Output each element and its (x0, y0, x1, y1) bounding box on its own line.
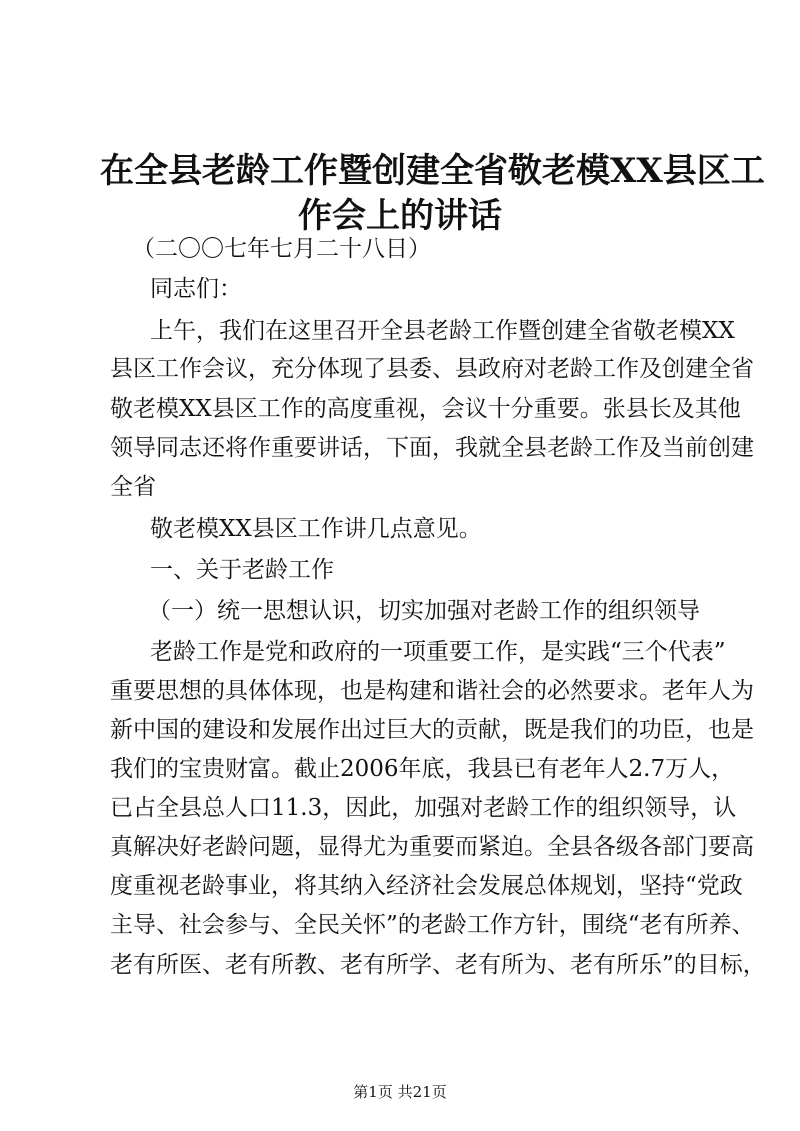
page-footer: 第1页 共21页 (353, 1083, 447, 1101)
paragraph-3-line-9: 老有所医、老有所教、老有所学、老有所为、老有所乐”的目标， (110, 952, 766, 978)
paragraph-1-line-2: 县区工作会议，充分体现了县委、县政府对老龄工作及创建全省 (110, 356, 754, 382)
paragraph-3-line-3: 新中国的建设和发展作出过巨大的贡献，既是我们的功臣，也是 (110, 717, 754, 743)
section-1-heading: 一、关于老龄工作 (150, 557, 334, 583)
paragraph-3-line-5: 已占全县总人口11.3，因此，加强对老龄工作的组织领导，认 (110, 795, 737, 821)
paragraph-3-line-6: 真解决好老龄问题，显得尤为重要而紧迫。全县各级各部门要高 (110, 834, 754, 860)
paragraph-1-line-5: 全省 (110, 474, 156, 500)
document-date: （二〇〇七年七月二十八日） (132, 236, 431, 262)
paragraph-3-line-1: 老龄工作是党和政府的一项重要工作，是实践“三个代表” (150, 639, 726, 665)
paragraph-1-line-3: 敬老模XX县区工作的高度重视，会议十分重要。张县长及其他 (110, 396, 741, 422)
paragraph-3-line-4: 我们的宝贵财富。截止2006年底，我县已有老年人2.7万人， (110, 756, 735, 782)
document-title-line-1: 在全县老龄工作暨创建全省敬老模XX县区工 (100, 151, 765, 191)
paragraph-3-line-8: 主导、社会参与、全民关怀”的老龄工作方针，围绕“老有所养、 (110, 912, 755, 938)
paragraph-3-line-7: 度重视老龄事业，将其纳入经济社会发展总体规划，坚持“党政 (110, 873, 743, 899)
salutation: 同志们： (150, 276, 242, 302)
paragraph-3-line-2: 重要思想的具体体现，也是构建和谐社会的必然要求。老年人为 (110, 678, 754, 704)
paragraph-1-line-4: 领导同志还将作重要讲话，下面，我就全县老龄工作及当前创建 (110, 435, 754, 461)
paragraph-2: 敬老模XX县区工作讲几点意见。 (150, 516, 482, 542)
paragraph-1-line-1: 上午，我们在这里召开全县老龄工作暨创建全省敬老模XX (150, 318, 735, 344)
subsection-1-heading: （一）统一思想认识，切实加强对老龄工作的组织领导 (148, 598, 700, 624)
document-title-line-2: 作会上的讲话 (298, 196, 502, 236)
